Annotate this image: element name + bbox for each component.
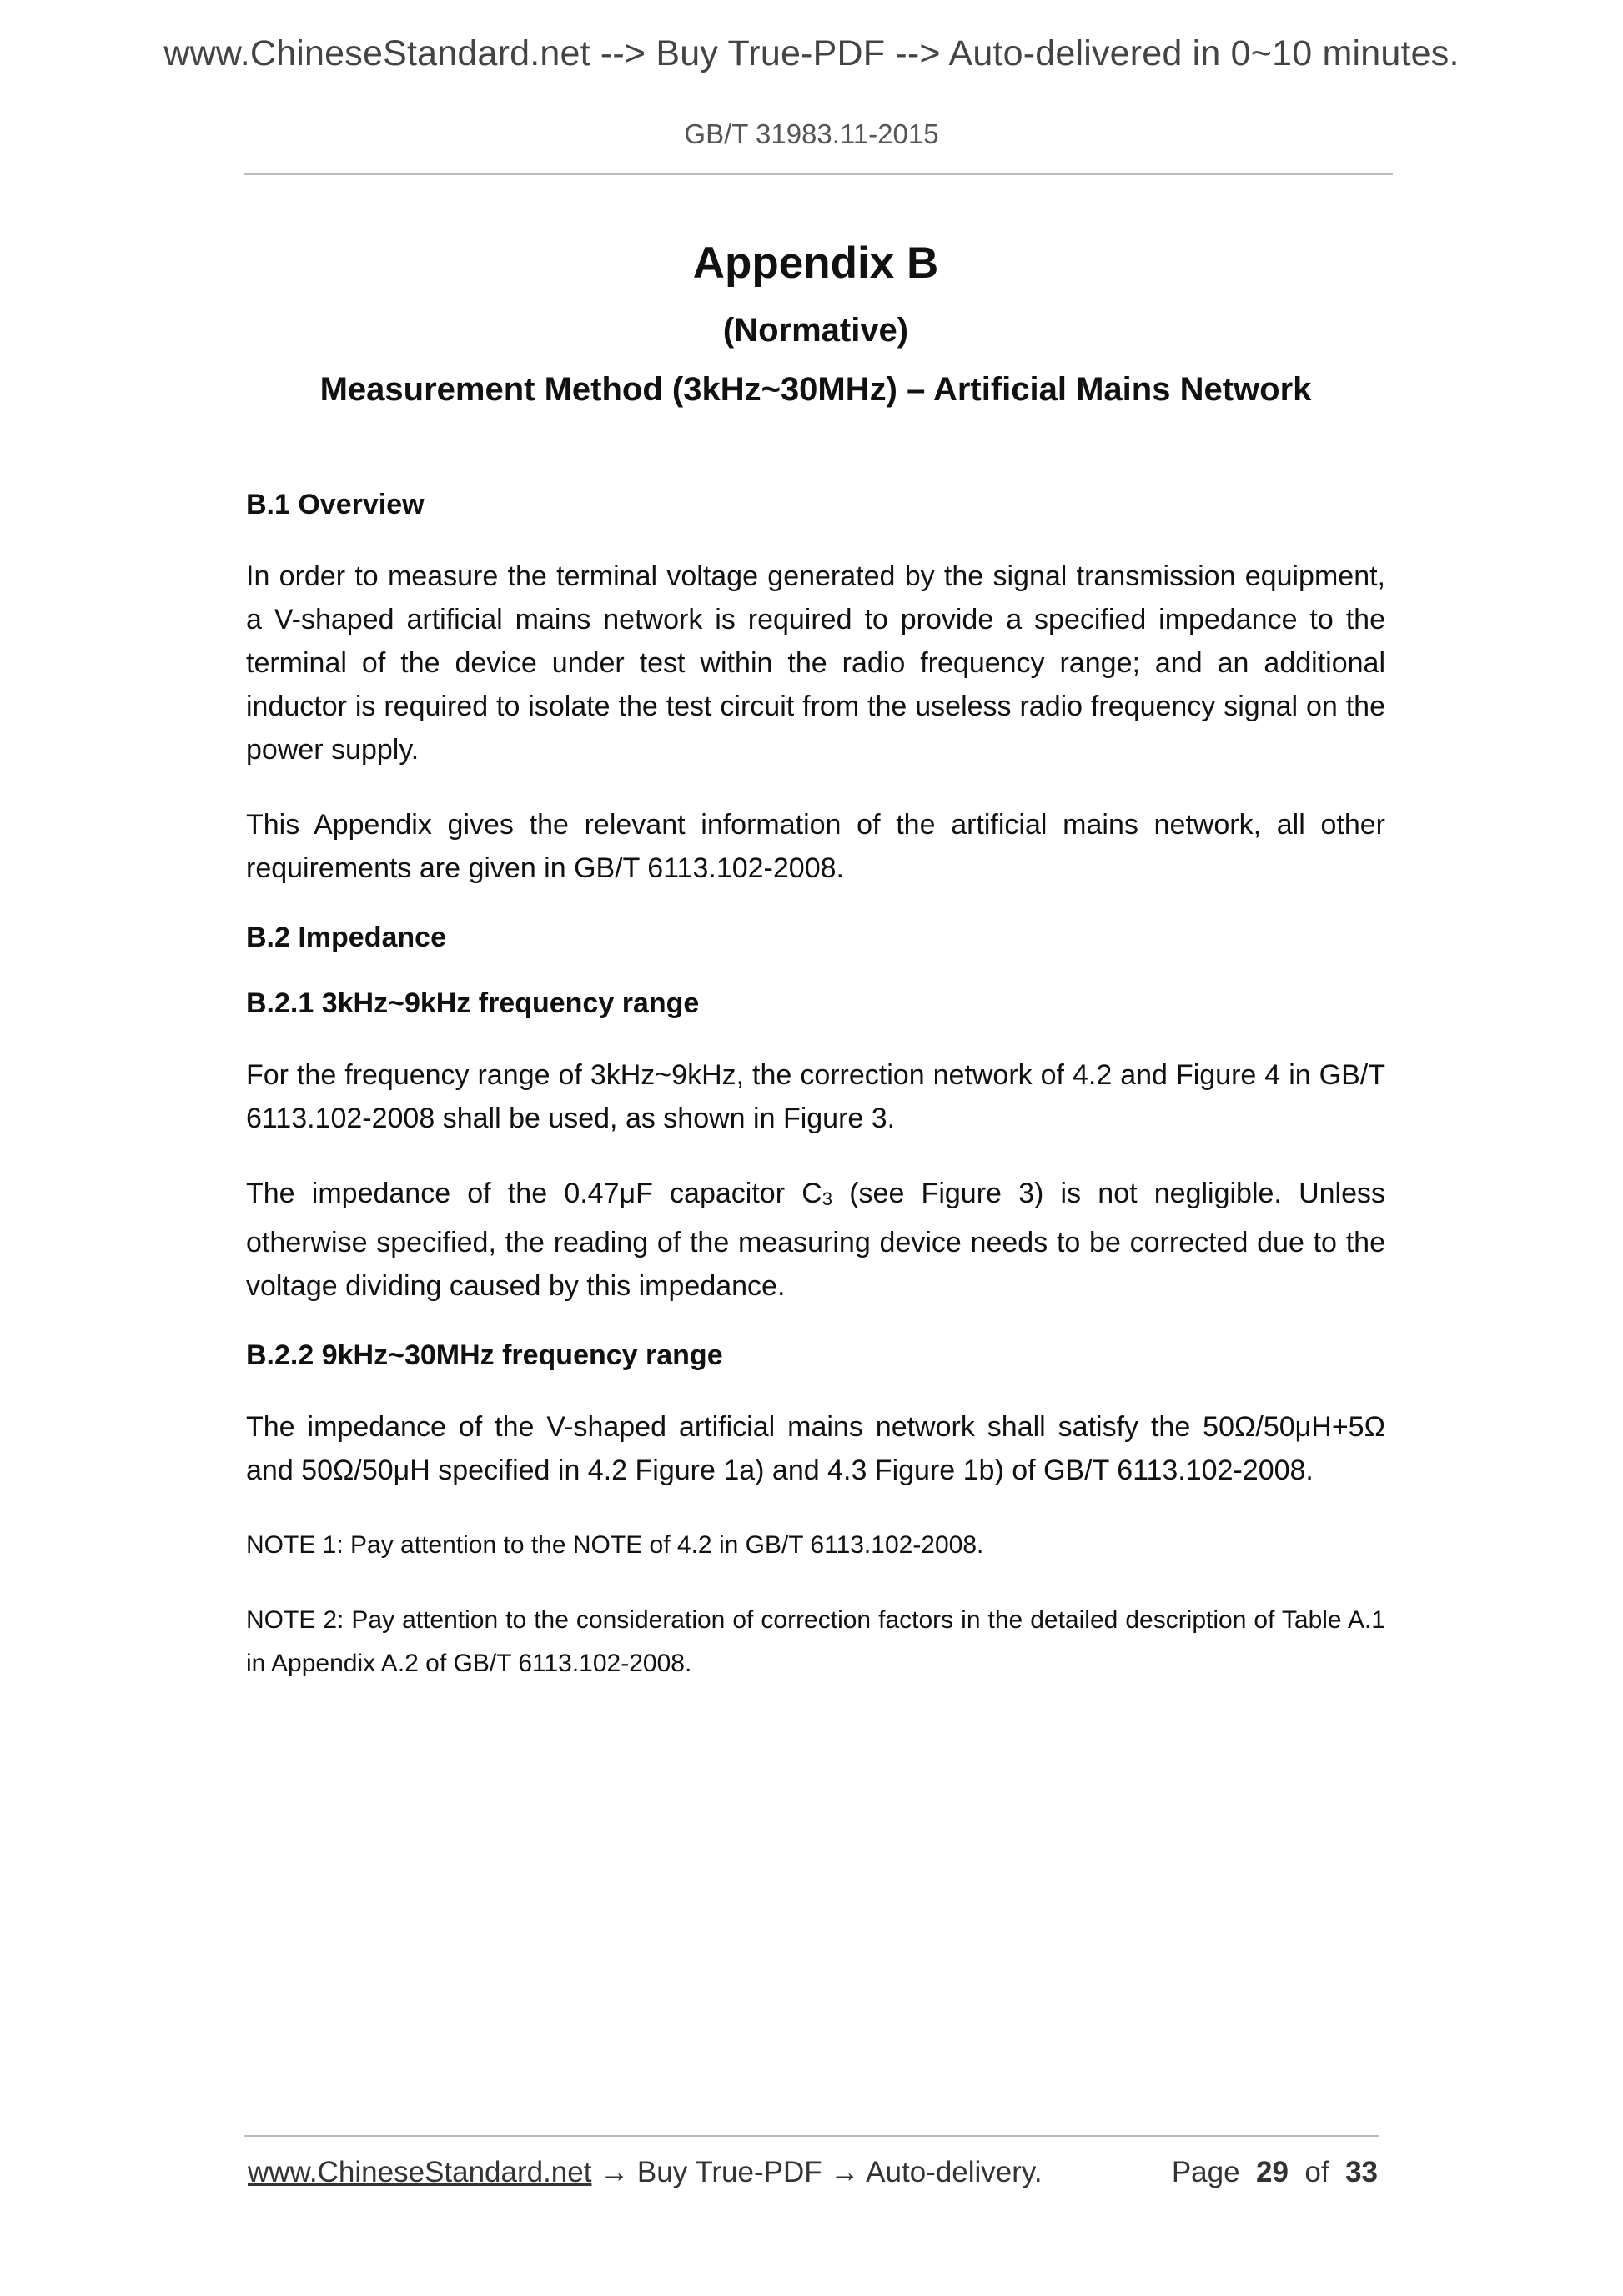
page-number: 29	[1256, 2156, 1289, 2188]
capacitor-text-before: The impedance of the 0.47μF capacitor C	[246, 1178, 822, 1209]
capacitor-text-after: (see Figure 3) is not negligible. Unless otherwise specified, the reading of the measuring device needs to be corrected due to the voltage dividing caused by this impedance.	[246, 1178, 1385, 1302]
page-content	[246, 238, 1385, 1717]
section-b21-paragraph-1: For the frequency range of 3kHz~9kHz, the correction network of 4.2 and Figure 4 in GB/T 6113.102-2008 shall be used, as shown in Figure 3.	[246, 1059, 1385, 1134]
document-code-header: GB/T 31983.11-2015	[684, 118, 939, 149]
section-b1-heading: B.1 Overview	[246, 489, 425, 520]
section-b21-paragraph-2	[246, 1172, 1385, 1308]
section-b22-paragraph-1: The impedance of the V-shaped artificial mains network shall satisfy the 50Ω/50μH+5Ω and 50Ω/50μH specified in 4.2 Figure 1a) and 4.3 Figure 1b) of GB/T 6113.102-2008.	[246, 1411, 1385, 1486]
of-label: of	[1304, 2156, 1329, 2188]
footer-tagline: → Buy True-PDF → Auto-delivery.	[591, 2156, 1043, 2188]
section-b1-paragraph-1: In order to measure the terminal voltage generated by the signal transmission equipment, a V-shaped artificial mains network is required to provide a specified impedance to the terminal of the device under test within the radio frequency range; and an additional inductor is required to isolate the test circuit from the useless radio frequency signal on the power supply.	[246, 560, 1385, 766]
total-pages: 33	[1345, 2156, 1378, 2188]
header-divider	[244, 173, 1393, 175]
section-b1-paragraph-2: This Appendix gives the relevant information of the artificial mains network, all other requirements are given in GB/T 6113.102-2008.	[246, 809, 1385, 884]
page-label: Page	[1171, 2156, 1240, 2188]
footer-website-link[interactable]: www.ChineseStandard.net	[248, 2156, 592, 2188]
top-banner: www.ChineseStandard.net --> Buy True-PDF --> Auto-delivered in 0~10 minutes.	[163, 33, 1460, 73]
appendix-title: Appendix B	[692, 239, 939, 288]
appendix-subtitle: Measurement Method (3kHz~30MHz) – Artificial Mains Network	[319, 371, 1312, 408]
appendix-type: (Normative)	[722, 312, 909, 349]
section-b22-heading: B.2.2 9kHz~30MHz frequency range	[246, 1339, 723, 1371]
section-b2-heading: B.2 Impedance	[246, 922, 446, 953]
page-footer	[248, 2156, 1378, 2198]
footer-divider	[244, 2135, 1379, 2137]
capacitor-subscript: 3	[822, 1188, 833, 1209]
footer-left	[248, 2156, 1043, 2189]
note-2: NOTE 2: Pay attention to the consideration of correction factors in the detailed description of Table A.1 in Appendix A.2 of GB/T 6113.102-2008.	[246, 1606, 1385, 1677]
page-indicator	[1172, 2156, 1378, 2189]
section-b21-heading: B.2.1 3kHz~9kHz frequency range	[246, 987, 700, 1019]
note-1: NOTE 1: Pay attention to the NOTE of 4.2 in GB/T 6113.102-2008.	[246, 1531, 984, 1559]
